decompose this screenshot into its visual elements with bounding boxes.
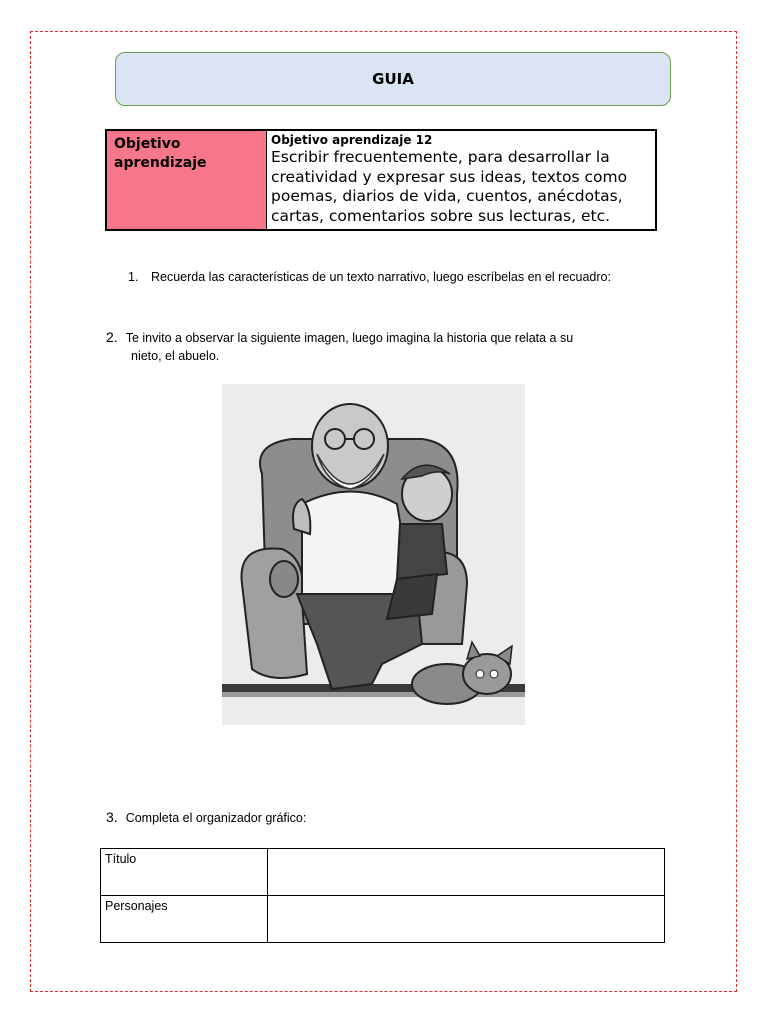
question-2-text-line2: nieto, el abuelo. — [131, 349, 220, 363]
illustration-drawing — [222, 384, 525, 725]
objective-text: Escribir frecuentemente, para desarrollar la creatividad y expresar sus ideas, textos como poemas, diarios de vida, cuentos, anécdotas, cartas, comentarios sobre sus lecturas, etc. — [271, 148, 628, 225]
organizer-row-characters — [101, 896, 665, 943]
graphic-organizer-table — [100, 848, 665, 943]
objective-table — [105, 129, 657, 231]
question-3 — [106, 809, 306, 825]
question-2 — [106, 328, 666, 365]
objective-label: Objetivo aprendizaje — [114, 136, 207, 171]
objective-label-cell — [107, 131, 267, 229]
objective-content-cell — [267, 131, 655, 229]
question-1 — [128, 270, 611, 284]
objective-heading: Objetivo aprendizaje 12 — [271, 133, 433, 147]
question-2-number: 2. — [106, 329, 118, 345]
question-2-text-line1: Te invito a observar la siguiente imagen, luego imagina la historia que relata a su — [125, 331, 574, 345]
organizer-value-title[interactable] — [268, 849, 665, 896]
organizer-row-title — [101, 849, 665, 896]
guide-title: GUIA — [372, 70, 414, 88]
guide-title-box — [115, 52, 671, 106]
question-1-text: Recuerda las características de un texto narrativo, luego escríbelas en el recuadro: — [151, 270, 611, 284]
organizer-label-title: Título — [101, 849, 268, 896]
grandfather-grandson-illustration — [222, 384, 525, 725]
question-3-number: 3. — [106, 809, 118, 825]
organizer-value-characters[interactable] — [268, 896, 665, 943]
organizer-label-characters: Personajes — [101, 896, 268, 943]
question-1-number: 1. — [128, 270, 139, 284]
question-3-text: Completa el organizador gráfico: — [125, 811, 307, 825]
